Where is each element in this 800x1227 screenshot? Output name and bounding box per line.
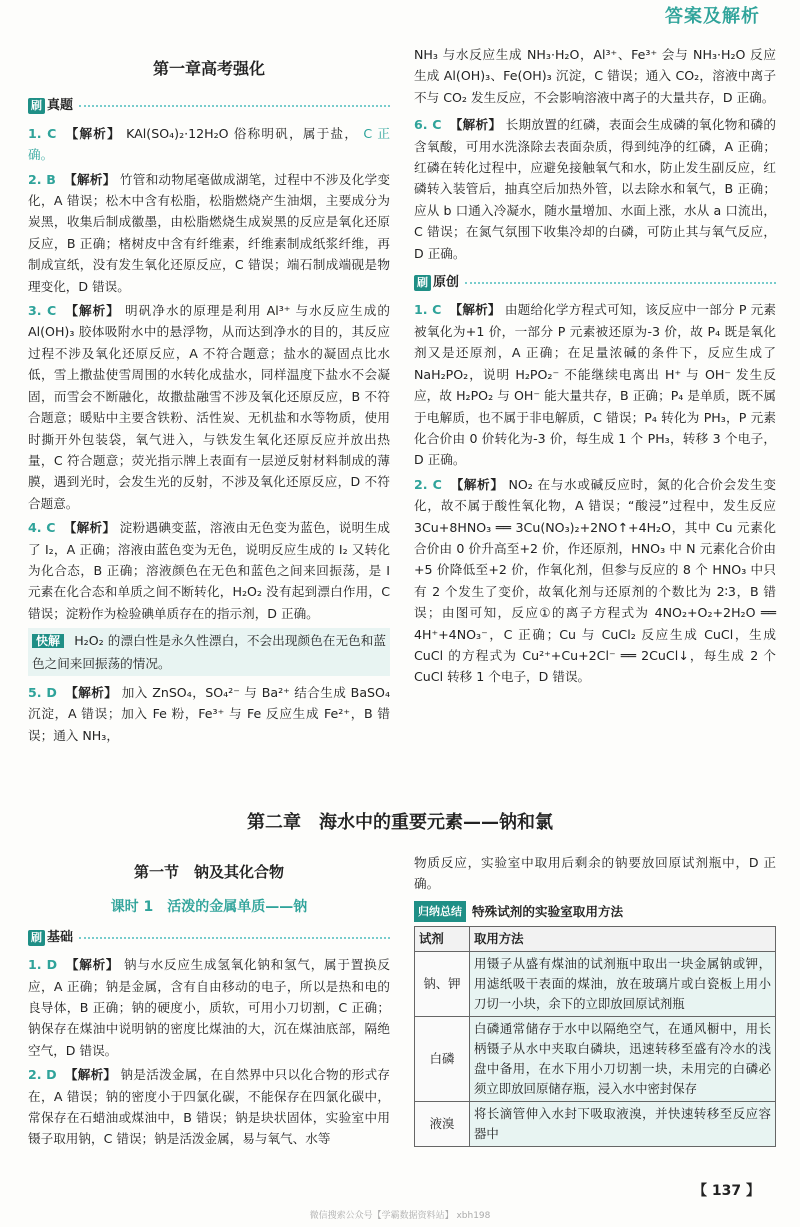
section-tag: 刷 [28,930,45,946]
question-text: 淀粉遇碘变蓝，溶液由无色变为蓝色，说明生成了 I₂，A 正确；溶液由蓝色变为无色，说明反应生成的 I₂ 又转化为化合态，B 正确；溶液颜色在无色和蓝色之间来回振荡，是 I 元素在化合态和单质之间不断转化，H₂O₂ 没有起到漂白作用，C 错误；淀粉作为检验碘单质存在的指示剂，D 正确。 [28,520,391,621]
analysis-label: 【解析】 [65,303,120,319]
question-2 [28,169,390,297]
chapter2-title: 第二章 海水中的重要元素——钠和氯 [247,812,553,833]
question-6 [414,114,776,264]
header-title: 答案及解析 [665,6,760,27]
section-title: 第一节 钠及其化合物 [133,863,284,881]
answer-mark: C 正确。 [28,125,390,163]
table-cell: 液溴 [415,1102,470,1147]
summary-tag: 归纳总结 [414,901,466,922]
table-cell: 白磷 [415,1017,470,1102]
left-column-bottom [28,852,390,1153]
analysis-label: 【解析】 [65,684,118,700]
section-tag: 刷 [28,98,45,114]
question-text: NO₂ 在与水或碱反应时，氮的化合价会发生变化，故不属于酸性氧化物，A 错误；“酸浸”过程中，发生反应 3Cu+8HNO₃ ══ 3Cu(NO₃)₂+2NO↑+4H₂O，其中 Cu 元素化合价由 0 价升高至+2 价，作还原剂，HNO₃ 中 N 元素化合价由+5 价降低至+2 价，作氧化剂，但参与反应的 8 个 HNO₃ 中只有 2 个发生了变价，故氧化剂与还原剂的个数比为 2∶3，B 错误；由图可知，反应①的离子方程式为 4NO₂+O₂+2H₂O ══ 4H⁺+4NO₃⁻，C 正确；Cu 与 CuCl₂ 反应生成 CuCl，生成 CuCl 的方程式为 Cu²⁺+Cu+2Cl⁻ ══ 2CuCl↓，每生成 2 个 CuCl 转移 1 个电子，D 错误。 [414,476,776,685]
table-header-cell: 取用方法 [470,927,776,952]
quick-solution-box [28,628,390,676]
question-text: 钠与水反应生成氢氧化钠和氢气，属于置换反应，A 正确；钠是金属，含有自由移动的电子，所以是热和电的良导体，B 正确；钠的硬度小，质软，可用小刀切割，C 正确；钠保存在煤油中说明钠的密度比煤油的大，沉在煤油底部，隔绝空气，D 错误。 [28,957,390,1058]
question-text: 加入 ZnSO₄，SO₄²⁻ 与 Ba²⁺ 结合生成 BaSO₄ 沉淀，A 错误；加入 Fe 粉，Fe³⁺ 与 Fe 反应生成 Fe²⁺，B 错误；通入 NH₃， [28,684,390,743]
question-text: 长期放置的红磷，表面会生成磷的氧化物和磷的含氧酸，可用水洗涤除去表面杂质，得到纯净的红磷，A 正确；红磷在转化过程中，应避免接触氧气和水，防止发生副反应，红磷转入装管后，抽真空后加热外管，以去除水和氧气，B 正确；应从 b 口通入冷凝水，随水量增加、水面上涨，水从 a 口流出，C 错误；在氮气氛围下收集冷却的白磷，可防止其与氧气反应，D 正确。 [414,117,777,261]
question-text: KAl(SO₄)₂·12H₂O 俗称明矾，属于盐， [126,125,359,141]
section-label: 原创 [433,275,460,291]
dots-divider [79,937,390,939]
question-number: 5. D [28,684,57,700]
original-question-2 [414,474,776,688]
section-tag: 刷 [414,275,431,291]
question-number: 1. D [28,957,58,973]
question-2-continued: 物质反应，实验室中取用后剩余的钠要放回原试剂瓶中，D 正确。 [414,855,776,892]
question-number: 2. D [28,1067,57,1083]
section-label: 真题 [47,98,74,114]
section-zhenti [28,95,390,116]
quick-solution-tag: 快解 [32,634,64,648]
question-text: 由题给化学方程式可知，该反应中一部分 P 元素被氧化为+1 价，一部分 P 元素被还原为-3 价，故 P₄ 既是氧化剂又是还原剂，A 正确；在足量浓碱的条件下，反应生成了 NaH₂PO₂，说明 H₂PO₂⁻ 不能继续电离出 H⁺ 与 OH⁻ 发生反应，故 H₂PO₂ 与 OH⁻ 能大量共存，B 正确；P₄ 是单质，既不属于电解质，也不属于非电解质，C 错误；P₄ 转化为 PH₃，P 元素化合价由 0 价转化为-3 价，每生成 1 个 PH₃，转移 3 个电子，D 正确。 [414,302,776,468]
question-1 [28,123,390,166]
analysis-label: 【解析】 [65,125,121,141]
right-column [414,44,776,691]
analysis-label: 【解析】 [450,476,504,492]
table-header-cell: 试剂 [415,927,470,952]
analysis-label: 【解析】 [449,302,501,318]
table-row [415,1102,776,1147]
question-text: 明矾净水的原理是利用 Al³⁺ 与水反应生成的 Al(OH)₃ 胶体吸附水中的悬浮物，从而达到净水的目的，其反应过程不涉及氧化还原反应，A 不符合题意；盐水的凝固点比水低，雪上撒盐使雪周围的水转化成盐水，同样温度下盐水不会凝固，而雪会不断融化，故撒盐融雪不涉及氧化还原反应，B 不符合题意；暖贴中主要含铁粉、活性炭、无机盐和水等物质，使用时撕开外包装袋，氧气进入，与铁发生氧化还原反应并放出热量，C 符合题意；荧光指示牌上表面有一层逆反射材料制成的薄膜，遇到光时，会发生光的反射，不涉及氧化还原反应，D 不符合题意。 [28,303,390,511]
table-cell: 将长滴管伸入水封下吸取液溴，并快速转移至反应容器中 [470,1102,776,1147]
question-number: 3. C [28,303,57,319]
question-number: 4. C [28,520,56,536]
dots-divider [465,282,776,284]
analysis-label: 【解析】 [64,171,116,187]
question-text: 钠是活泼金属，在自然界中只以化合物的形式存在，A 错误；钠的密度小于四氯化碳，不能保存在四氯化碳中，常保存在石蜡油或煤油中，B 错误；钠是块状固体，实验室中用镊子取用钠，C 错误；钠是活泼金属，易与氧气、水等 [28,1067,391,1147]
section-jichu [28,927,390,948]
question-number: 6. C [414,117,442,133]
summary-header [414,901,776,922]
chapter1-title: 第一章高考强化 [152,59,265,78]
question-5-continued: NH₃ 与水反应生成 NH₃·H₂O，Al³⁺、Fe³⁺ 会与 NH₃·H₂O 反应生成 Al(OH)₃、Fe(OH)₃ 沉淀，C 错误；通入 CO₂，溶液中离子不与 CO₂ 发生反应，不会影响溶液中离子的大量共存，D 正确。 [414,47,776,105]
question-number: 2. C [414,476,442,492]
lesson-title: 课时 1 活泼的金属单质——钠 [110,899,308,916]
table-row [415,952,776,1017]
question-3 [28,300,390,514]
question-number: 1. C [28,125,57,141]
question-4 [28,517,390,624]
table-cell: 白磷通常储存于水中以隔绝空气，在通风橱中，用长柄镊子从水中夹取白磷块，迅速转移至盛有冷水的浅盘中备用，在水下用小刀切割一块，未用完的白磷必须立即放回原储存瓶，浸入水中密封保存 [470,1017,776,1102]
footer-watermark: 微信搜索公众号【学霸数据资料站】 xbh198 [309,1211,491,1221]
quick-solution-text: H₂O₂ 的漂白性是永久性漂白，不会出现颜色在无色和蓝色之间来回振荡的情况。 [32,633,386,671]
analysis-label: 【解析】 [65,957,120,973]
summary-table [414,926,776,1147]
question-text: 竹管和动物尾毫做成湖笔，过程中不涉及化学变化，A 错误；松木中含有松脂，松脂燃烧产生油烟，主要成分为炭黑，收集后制成徽墨，由松脂燃烧生成炭黑的反应是氧化还原反应，B 正确；楮树皮中含有纤维素，纤维素制成纸浆纤维，再制成宣纸，没有发生氧化还原反应，C 错误；端石制成端砚是物理变化，D 错误。 [28,171,390,294]
basic-question-2 [28,1064,390,1150]
analysis-label: 【解析】 [449,117,502,133]
right-column-bottom [414,852,776,1147]
question-number: 2. B [28,171,56,187]
dots-divider [79,105,390,107]
table-cell: 钠、钾 [415,952,470,1017]
original-question-1 [414,299,776,470]
basic-question-1 [28,954,390,1061]
analysis-label: 【解析】 [63,520,116,536]
table-row [415,1017,776,1102]
analysis-label: 【解析】 [64,1067,117,1083]
question-5 [28,682,390,746]
left-column [28,28,390,749]
table-header-row [415,927,776,952]
section-label: 基础 [47,929,74,945]
question-number: 1. C [414,302,442,318]
summary-title: 特殊试剂的实验室取用方法 [472,903,624,919]
section-yuanchuang [414,272,776,293]
page-number: 【 137 】 [693,1183,760,1199]
table-cell: 用镊子从盛有煤油的试剂瓶中取出一块金属钠或钾，用滤纸吸干表面的煤油，放在玻璃片或白瓷板上用小刀切一小块，余下的立即放回原试剂瓶 [470,952,776,1017]
